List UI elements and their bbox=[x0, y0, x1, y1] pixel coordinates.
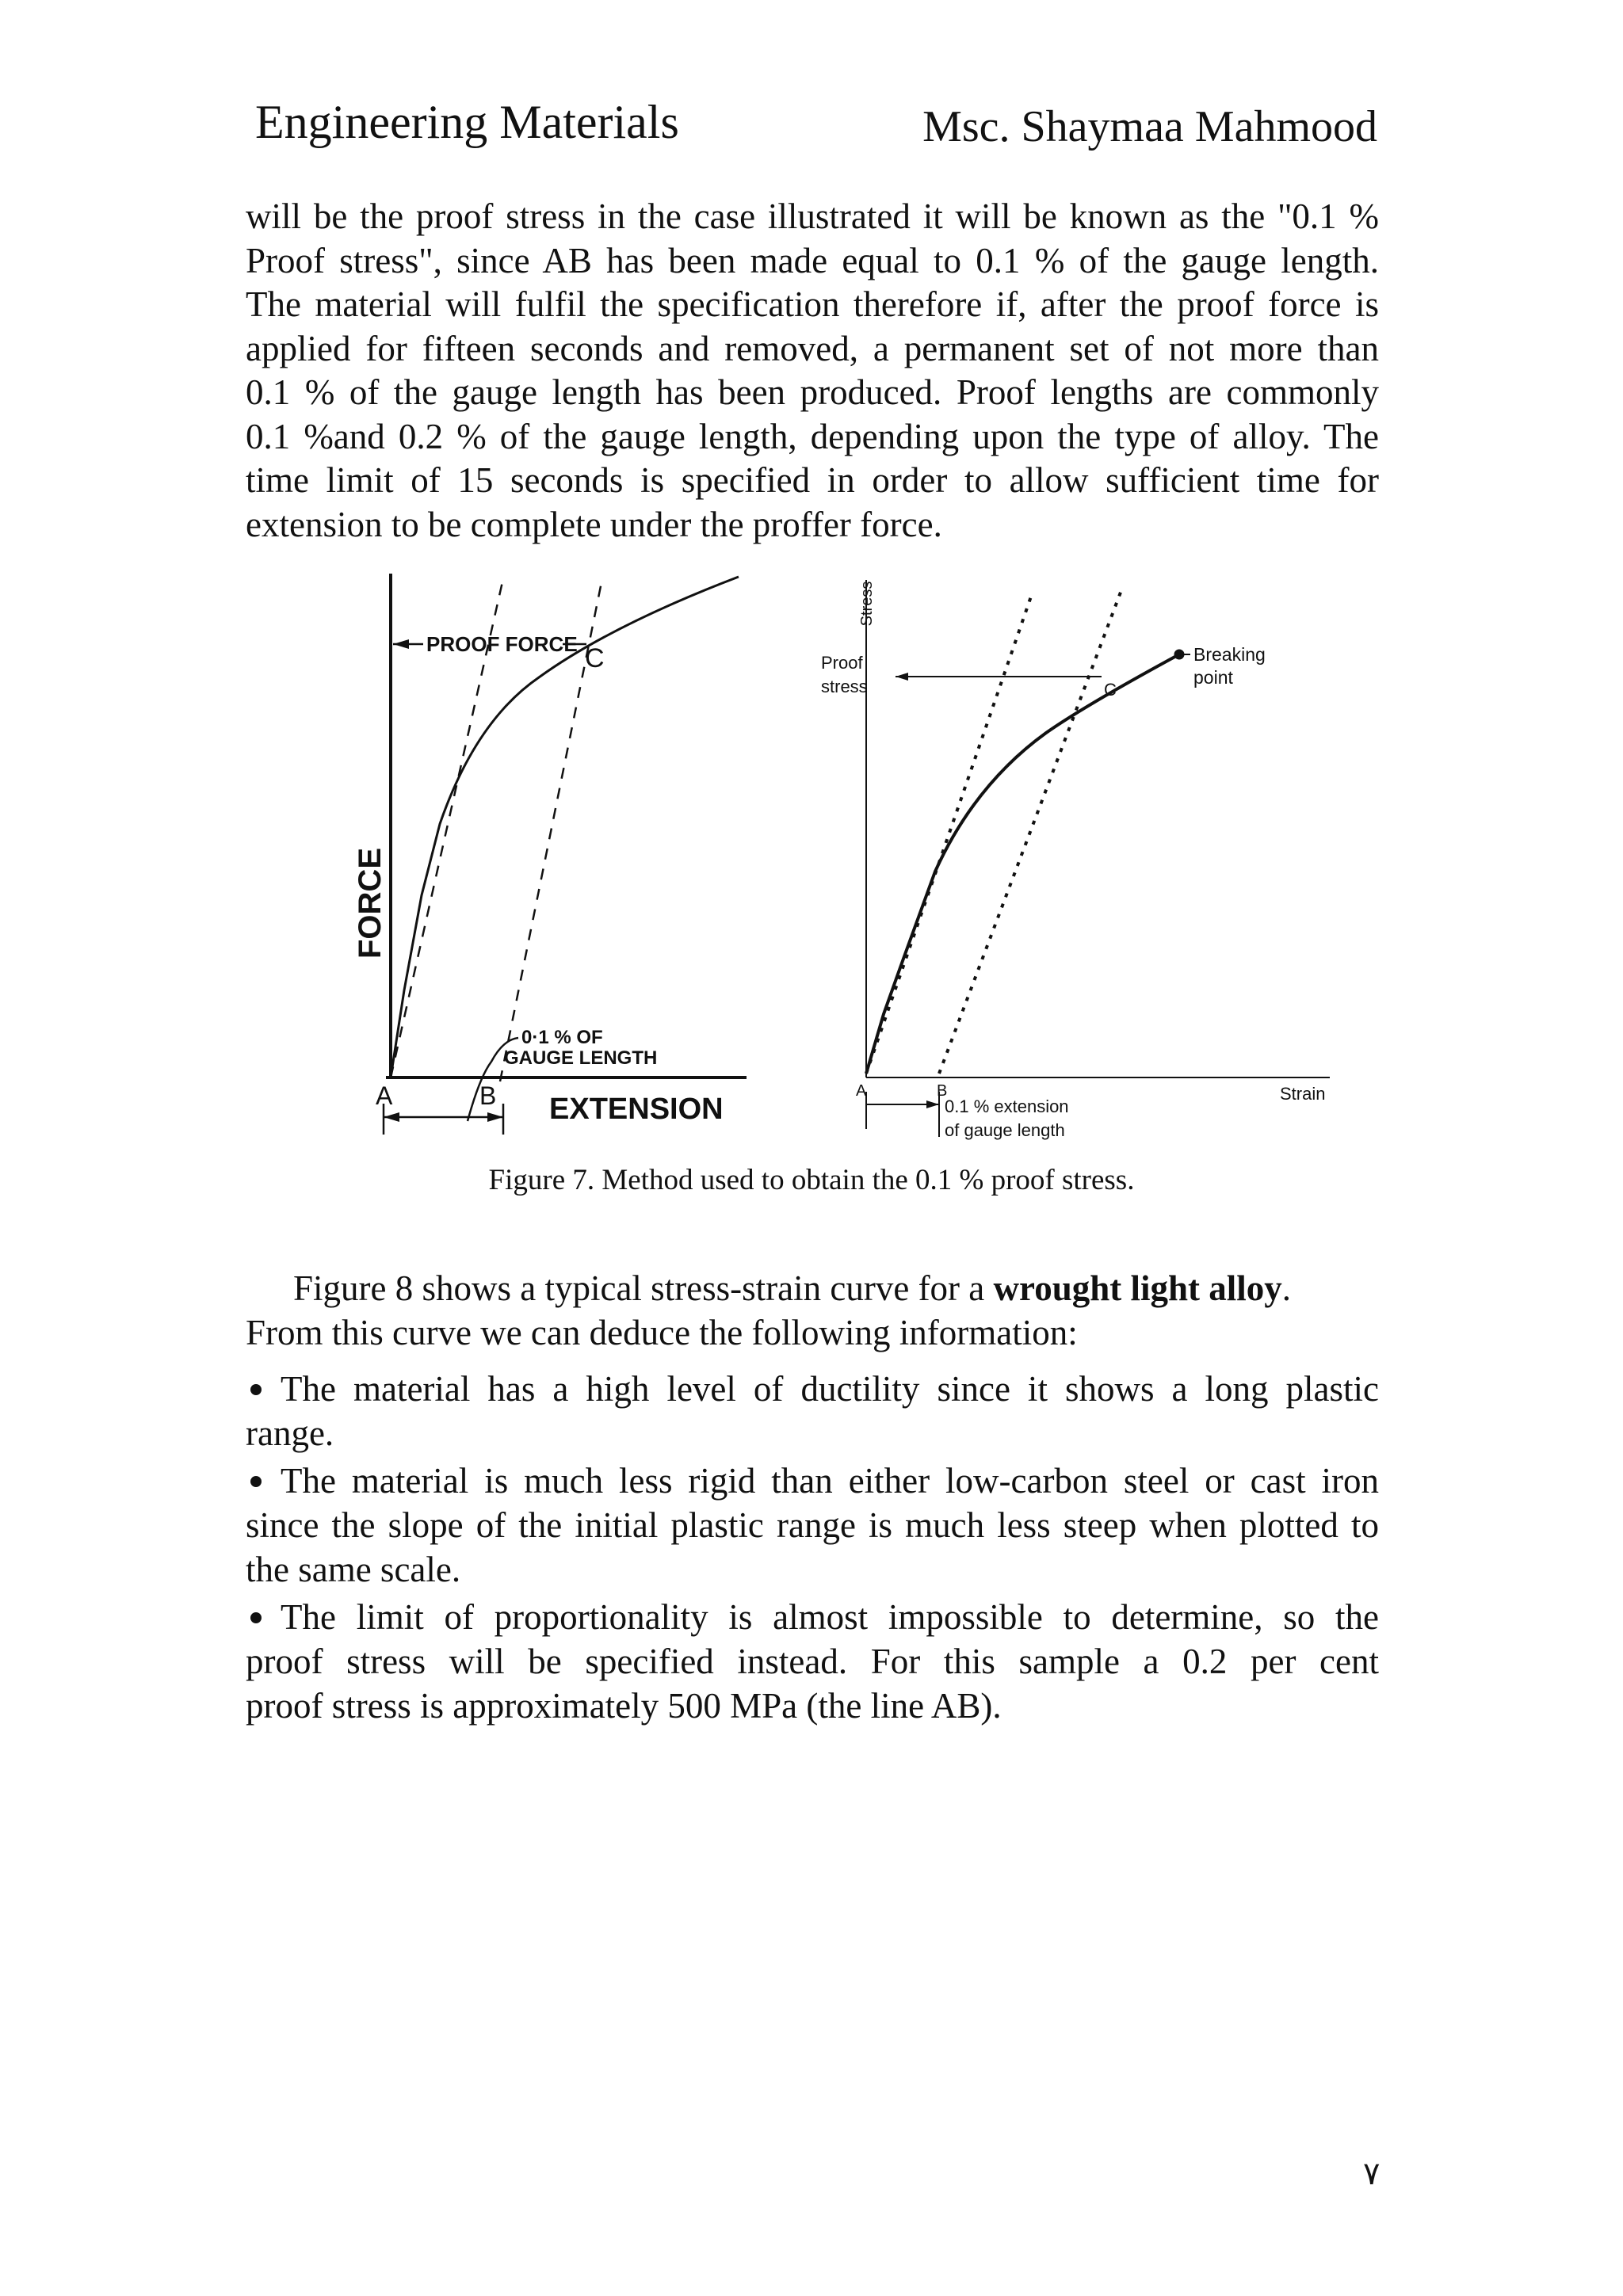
figure-8-intro bbox=[246, 1266, 1379, 1355]
left-arrowhead bbox=[393, 639, 409, 649]
left-point-b-label: B bbox=[479, 1081, 497, 1110]
intro-line: From this curve we can deduce the following information: bbox=[246, 1313, 1078, 1352]
left-proof-force-label: PROOF FORCE bbox=[426, 632, 578, 656]
bullet-text: The material is much less rigid than either low-carbon steel or cast iron bbox=[281, 1461, 1379, 1501]
left-force-axis-label: FORCE bbox=[353, 848, 388, 959]
text-line bbox=[246, 1595, 1379, 1639]
left-point-c-label: C bbox=[585, 643, 605, 673]
left-point-a-label: A bbox=[376, 1081, 393, 1110]
right-arrowhead bbox=[896, 673, 908, 681]
bullet-icon bbox=[250, 1612, 262, 1623]
text-line: applied for fifteen seconds and removed, a permanent set of not more than bbox=[246, 328, 1379, 368]
bullet-text: The limit of proportionality is almost impossible to determine, so the bbox=[281, 1597, 1379, 1637]
text-line: range. bbox=[246, 1413, 334, 1453]
intro-bold-term: wrought light alloy bbox=[993, 1268, 1282, 1308]
intro-punct: . bbox=[1281, 1268, 1291, 1308]
left-extension-axis-label: EXTENSION bbox=[549, 1093, 724, 1126]
text-line: 0.1 %and 0.2 % of the gauge length, depending upon the type of alloy. The bbox=[246, 416, 1379, 456]
text-line: since the slope of the initial plastic range is much less steep when plotted to bbox=[246, 1505, 1379, 1545]
left-dim-arrow-a bbox=[384, 1112, 399, 1122]
text-line: the same scale. bbox=[246, 1550, 461, 1589]
right-point-c-label: C bbox=[1104, 680, 1117, 700]
right-breaking-label-2: point bbox=[1193, 667, 1233, 688]
right-proof-label-2: stress bbox=[821, 677, 868, 696]
right-breaking-label-1: Breaking bbox=[1193, 644, 1266, 665]
paragraph-proof-stress bbox=[246, 195, 1379, 547]
list-item bbox=[246, 1367, 1379, 1455]
right-strain-axis-label: Strain bbox=[1280, 1084, 1326, 1104]
intro-text: Figure 8 shows a typical stress-strain curve for a bbox=[293, 1268, 994, 1308]
bullet-icon bbox=[250, 1476, 262, 1487]
right-elastic-line-dotted bbox=[866, 594, 1032, 1074]
left-dim-arrow-b bbox=[487, 1112, 503, 1122]
bullet-text: The material has a high level of ductility since it shows a long plastic bbox=[281, 1369, 1379, 1409]
document-title: Engineering Materials bbox=[255, 96, 679, 148]
text-line: Proof stress", since AB has been made equal to 0.1 % of the gauge length. bbox=[246, 240, 1379, 280]
right-ext-label-2: of gauge length bbox=[945, 1120, 1065, 1140]
text-line bbox=[246, 1459, 1379, 1503]
right-dim-arrow-b bbox=[926, 1100, 939, 1108]
text-line: The material will fulfil the specification therefore if, after the proof force is bbox=[246, 284, 1379, 324]
left-gauge-label-1: 0·1 % OF bbox=[521, 1027, 603, 1048]
text-line: 0.1 % of the gauge length has been produced. Proof lengths are commonly bbox=[246, 372, 1379, 412]
figure-7-diagrams bbox=[349, 563, 1347, 1165]
text-line bbox=[246, 1367, 1379, 1411]
text-line: time limit of 15 seconds is specified in order to allow sufficient time for bbox=[246, 460, 1379, 500]
right-offset-line-dotted bbox=[939, 590, 1121, 1074]
text-line: proof stress will be specified instead. For this sample a 0.2 per cent bbox=[246, 1642, 1379, 1681]
bullet-icon bbox=[250, 1384, 262, 1395]
right-ext-label-1: 0.1 % extension bbox=[945, 1097, 1069, 1116]
figure-caption: Figure 7. Method used to obtain the 0.1 % proof stress. bbox=[488, 1164, 1135, 1196]
bullet-list bbox=[246, 1367, 1379, 1731]
left-gauge-label-2: GAUGE LENGTH bbox=[504, 1047, 658, 1069]
page-number: ٧ bbox=[1363, 2156, 1381, 2191]
intro-line bbox=[246, 1266, 1379, 1310]
text-line: will be the proof stress in the case illustrated it will be known as the "0.1 % bbox=[246, 196, 1379, 236]
right-point-b-label: B bbox=[937, 1082, 948, 1100]
right-proof-label-1: Proof bbox=[821, 653, 863, 673]
right-breaking-point-marker bbox=[1174, 650, 1184, 659]
right-stress-strain-curve bbox=[866, 654, 1179, 1074]
list-item bbox=[246, 1595, 1379, 1728]
list-item bbox=[246, 1459, 1379, 1592]
text-line: extension to be complete under the proffer force. bbox=[246, 504, 942, 544]
author-name: Msc. Shaymaa Mahmood bbox=[922, 102, 1377, 151]
right-point-a-label: A bbox=[856, 1082, 867, 1100]
right-stress-axis-label: Stress bbox=[858, 581, 876, 627]
text-line: proof stress is approximately 500 MPa (the line AB). bbox=[246, 1686, 1002, 1726]
